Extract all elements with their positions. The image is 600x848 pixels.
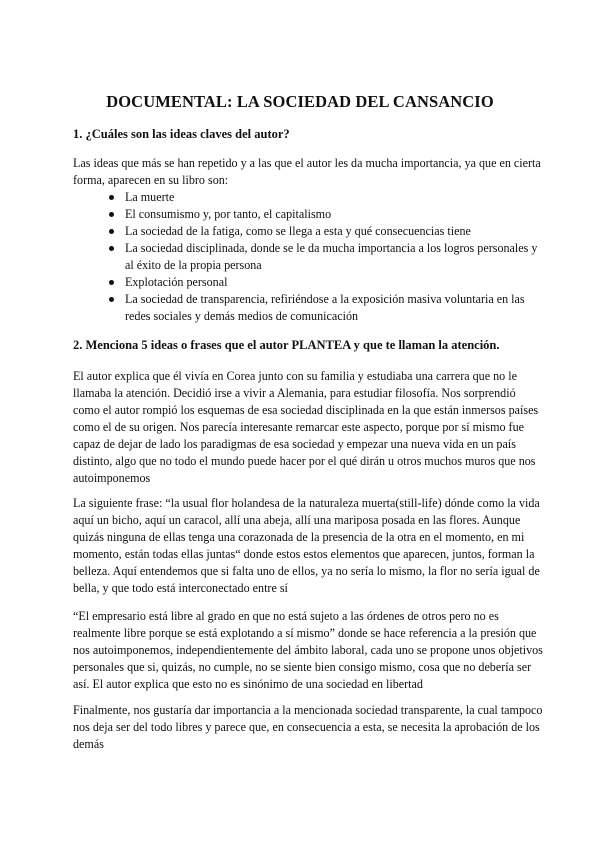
list-item: La sociedad de la fatiga, como se llega a esta y qué consecuencias tiene	[73, 223, 543, 240]
key-ideas-list	[73, 189, 543, 325]
paragraph: Finalmente, nos gustaría dar importancia a la mencionada sociedad transparente, la cual tampoco nos deja ser del todo libres y parece que, en consecuencia a esta, se necesita la aprobación de los demás	[73, 703, 543, 751]
paragraph: La siguiente frase: “la usual flor holandesa de la naturaleza muerta(still-life) dónde como la vida aquí un bicho, aquí un caracol, allí una abeja, allí una mariposa posada en las flores. Aunque quizás ninguna de ellas tenga una corazonada de la presencia de la otra en el momento, en mi momento, están todas ellas juntas“ donde estos estos elementos que aparecen, juntos, forman la belleza. Aquí entendemos que si falta uno de ellos, ya no sería lo mismo, la flor no sería igual de bella, y que todo está interconectado entre sí	[73, 496, 540, 595]
paragraph: “El empresario está libre al grado en que no está sujeto a las órdenes de otros pero no es realmente libre porque se está explotando a sí mismo” donde se hace referencia a la presión que nos autoimponemos, independientemente del ámbito laboral, cada uno se propone unos objetivos personales que si, quizás, no cumple, no se siente bien consigo mismo, cosa que no debería ser así. El autor explica que esto no es sinónimo de una sociedad en libertad	[73, 609, 543, 691]
question-2-heading: 2. Menciona 5 ideas o frases que el autor PLANTEA y que te llaman la atención.	[73, 338, 500, 352]
list-item: El consumismo y, por tanto, el capitalismo	[73, 206, 543, 223]
list-item: La sociedad disciplinada, donde se le da mucha importancia a los logros personales y al éxito de la propia persona	[73, 240, 543, 274]
list-item: La sociedad de transparencia, refiriéndose a la exposición masiva voluntaria en las redes sociales y demás medios de comunicación	[73, 291, 543, 325]
question-1-heading: 1. ¿Cuáles son las ideas claves del autor?	[73, 127, 290, 141]
paragraph: El autor explica que él vivía en Corea junto con su familia y estudiaba una carrera que no le llamaba la atención. Decidió irse a vivir a Alemania, para estudiar filosofía. Nos sorprendió como el autor rompió los esquemas de esa sociedad disciplinada en la que están inmersos países como el de su origen. Nos parecía interesante remarcar este aspecto, porque por sí mismo fue capaz de dejar de lado los paradigmas de esa sociedad y empezar una nueva vida en un país distinto, algo que no todo el mundo puede hacer por el qué dirán u otros muchos muros que nos autoimponemos	[73, 369, 539, 485]
question-1-intro: Las ideas que más se han repetido y a las que el autor les da mucha importancia, ya que en cierta forma, aparecen en su libro son:	[73, 156, 541, 187]
document-title: DOCUMENTAL: LA SOCIEDAD DEL CANSANCIO	[106, 92, 494, 111]
list-item: Explotación personal	[73, 274, 543, 291]
list-item: La muerte	[73, 189, 543, 206]
